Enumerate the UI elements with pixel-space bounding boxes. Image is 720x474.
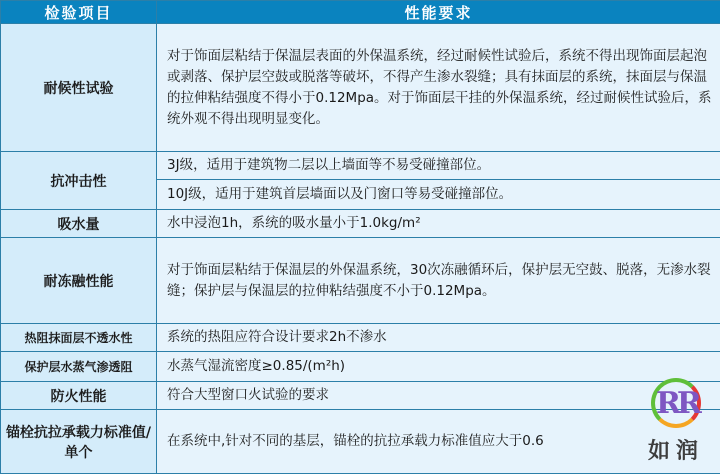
header-item: 检验项目 <box>1 1 157 24</box>
row-item: 抗冲击性 <box>1 152 157 210</box>
row-requirement: 对于饰面层粘结于保温层的外保温系统，30次冻融循环后，保护层无空鼓、脱落，无渗水裂缝；保护层与保温层的拉伸粘结强度不小于0.12Mpa。 <box>157 238 720 324</box>
header-requirement: 性能要求 <box>157 1 720 24</box>
table-row <box>1 410 720 474</box>
table-row <box>1 238 720 324</box>
row-requirement: 水中浸泡1h，系统的吸水量小于1.0kg/m² <box>157 210 720 238</box>
table-row <box>1 152 720 180</box>
watermark-text: 如润 <box>648 434 704 465</box>
row-requirement: 系统的热阻应符合设计要求2h不渗水 <box>157 324 720 352</box>
table-row <box>1 324 720 352</box>
row-requirement: 3J级，适用于建筑物二层以上墙面等不易受碰撞部位。 <box>157 152 720 180</box>
table-row <box>1 382 720 410</box>
row-requirement: 水蒸气湿流密度≥0.85/(m²h) <box>157 352 720 382</box>
watermark-logo <box>648 376 712 466</box>
row-requirement: 对于饰面层粘结于保温层表面的外保温系统，经过耐候性试验后，系统不得出现饰面层起泡或剥落、保护层空鼓或脱落等破坏，不得产生渗水裂缝；具有抹面层的系统，抹面层与保温的拉伸粘结强度不得小于0.12Mpa。对于饰面层干挂的外保温系统，经过耐候性试验后，系统外观不得出现明显变化。 <box>157 24 720 152</box>
table-header-row <box>1 1 720 24</box>
table-row <box>1 210 720 238</box>
table-row <box>1 24 720 152</box>
row-requirement: 符合大型窗口火试验的要求 <box>157 382 720 410</box>
row-item: 保护层水蒸气渗透阻 <box>1 352 157 382</box>
row-item: 耐冻融性能 <box>1 238 157 324</box>
row-item: 防火性能 <box>1 382 157 410</box>
row-item: 锚栓抗拉承载力标准值/单个 <box>1 410 157 474</box>
row-item: 耐候性试验 <box>1 24 157 152</box>
table-row <box>1 352 720 382</box>
row-item: 吸水量 <box>1 210 157 238</box>
row-requirement: 10J级，适用于建筑首层墙面以及门窗口等易受碰撞部位。 <box>157 180 720 210</box>
row-requirement: 在系统中,针对不同的基层，锚栓的抗拉承载力标准值应大于0.6 <box>157 410 720 474</box>
logo-letters: RR <box>656 386 698 421</box>
row-item: 热阻抹面层不透水性 <box>1 324 157 352</box>
